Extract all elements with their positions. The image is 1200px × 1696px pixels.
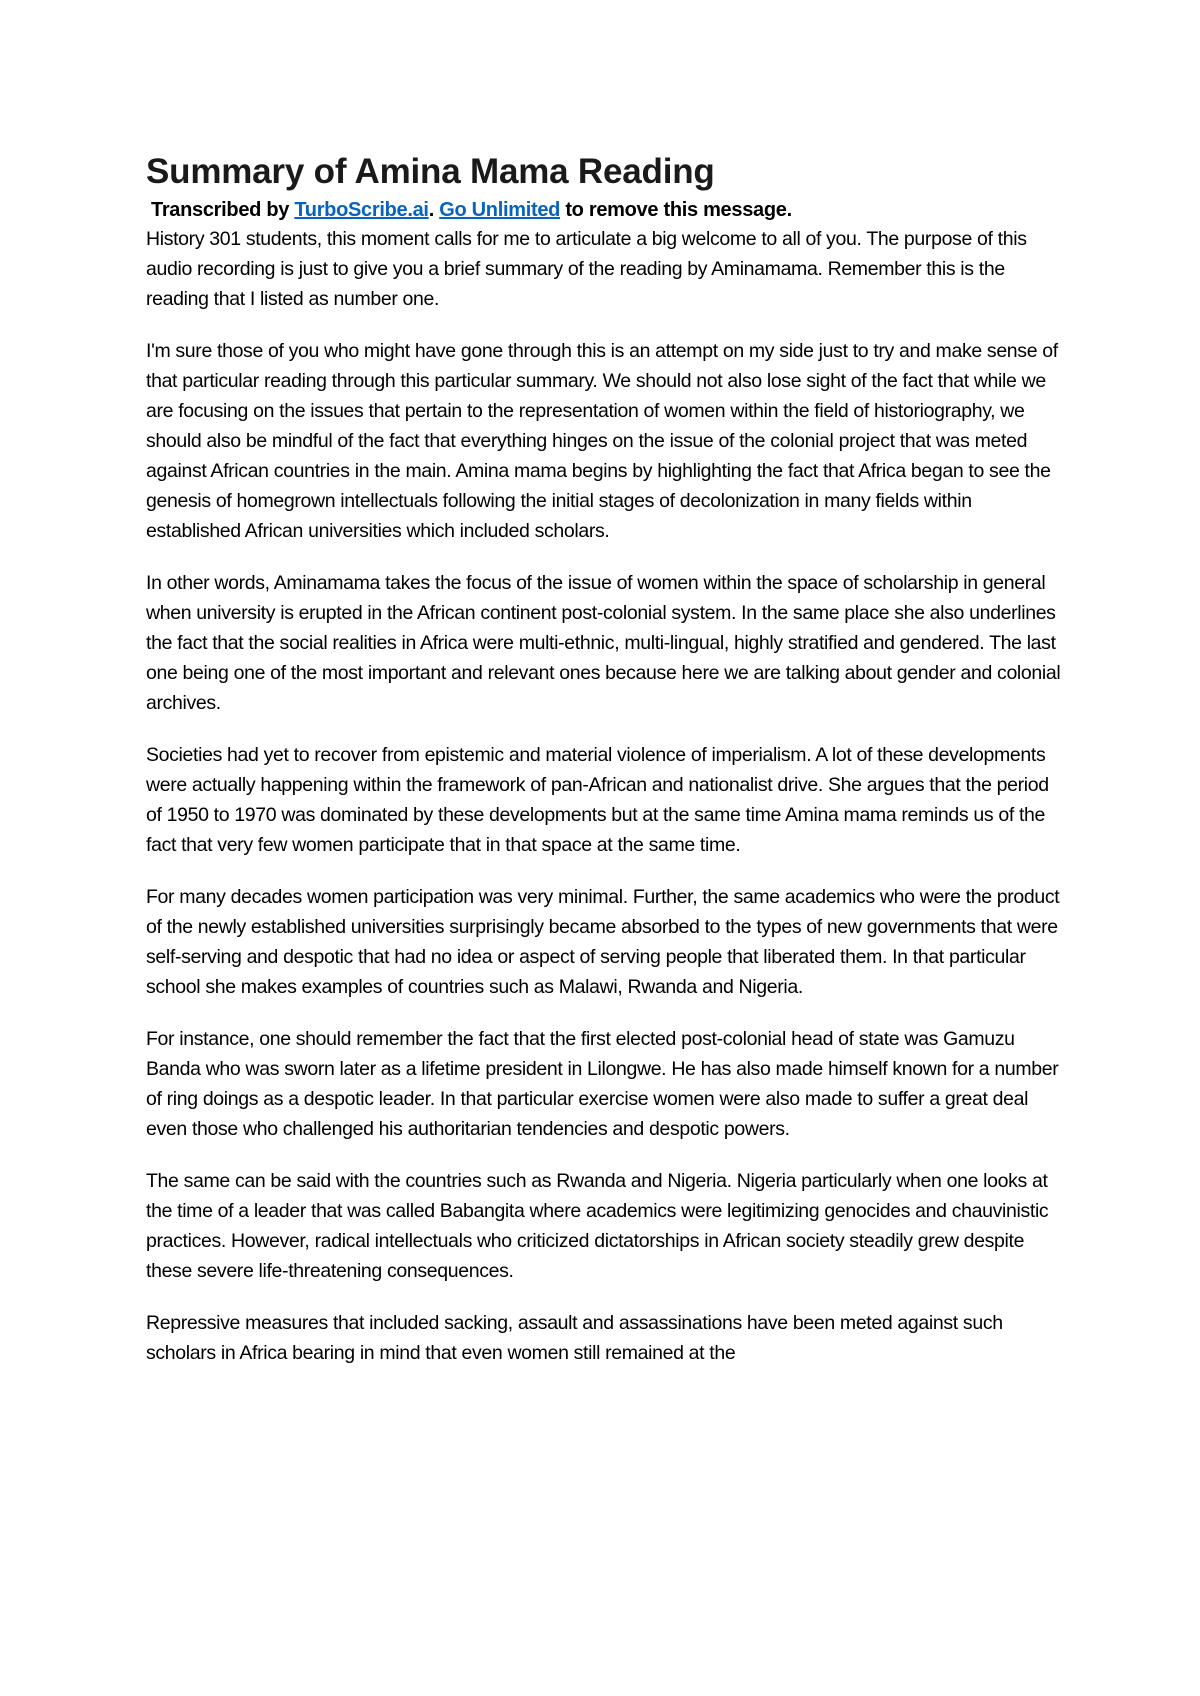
paragraph: Societies had yet to recover from epistemic and material violence of imperialism. A lot of these developments were actually happening within the framework of pan-African and nationalist drive. She argues that the period of 1950 to 1970 was dominated by these developments but at the same time Amina mama reminds us of the fact that very few women participate that in that space at the same time. [146,744,1049,856]
transcription-prefix: Transcribed by [151,199,295,221]
paragraph: For instance, one should remember the fact that the first elected post-colonial head of state was Gamuzu Banda who was sworn later as a lifetime president in Lilongwe. He has also made himself known for a number of ring doings as a despotic leader. In that particular exercise women were also made to suffer a great deal even those who challenged his authoritarian tendencies and despotic powers. [146,1028,1059,1140]
paragraph: I'm sure those of you who might have gone through this is an attempt on my side just to try and make sense of that particular reading through this particular summary. We should not also lose sight of the fact that while we are focusing on the issues that pertain to the representation of women within the field of historiography, we should also be mindful of the fact that everything hinges on the issue of the colonial project that was meted against African countries in the main. Amina mama begins by highlighting the fact that Africa began to see the genesis of homegrown intellectuals following the initial stages of decolonization in many fields within established African universities which included scholars. [146,340,1058,542]
paragraph: In other words, Aminamama takes the focus of the issue of women within the space of scholarship in general when university is erupted in the African continent post-colonial system. In the same place she also underlines the fact that the social realities in Africa were multi-ethnic, multi-lingual, highly stratified and gendered. The last one being one of the most important and relevant ones because here we are talking about gender and colonial archives. [146,572,1061,714]
transcription-separator: . [428,199,440,221]
transcription-suffix: to remove this message. [560,199,792,221]
document-body [146,150,1066,1390]
paragraph: For many decades women participation was very minimal. Further, the same academics who were the product of the newly established universities surprisingly became absorbed to the types of new governments that were self-serving and despotic that had no idea or aspect of serving people that liberated them. In that particular school she makes examples of countries such as Malawi, Rwanda and Nigeria. [146,886,1060,998]
paragraph: Repressive measures that included sacking, assault and assassinations have been meted against such scholars in Africa bearing in mind that even women still remained at the [146,1312,1003,1364]
paragraph: The same can be said with the countries such as Rwanda and Nigeria. Nigeria particularly when one looks at the time of a leader that was called Babangita where academics were legitimizing genocides and chauvinistic practices. However, radical intellectuals who criticized dictatorships in African society steadily grew despite these severe life-threatening consequences. [146,1170,1049,1282]
transcription-notice [151,196,1066,224]
document-title: Summary of Amina Mama Reading [146,152,715,191]
turboscribe-link[interactable]: TurboScribe.ai [294,199,429,221]
go-unlimited-link[interactable]: Go Unlimited [439,199,561,221]
paragraph: History 301 students, this moment calls for me to articulate a big welcome to all of you. The purpose of this audio recording is just to give you a brief summary of the reading by Aminamama. Remember this is the reading that I listed as number one. [146,228,1027,310]
